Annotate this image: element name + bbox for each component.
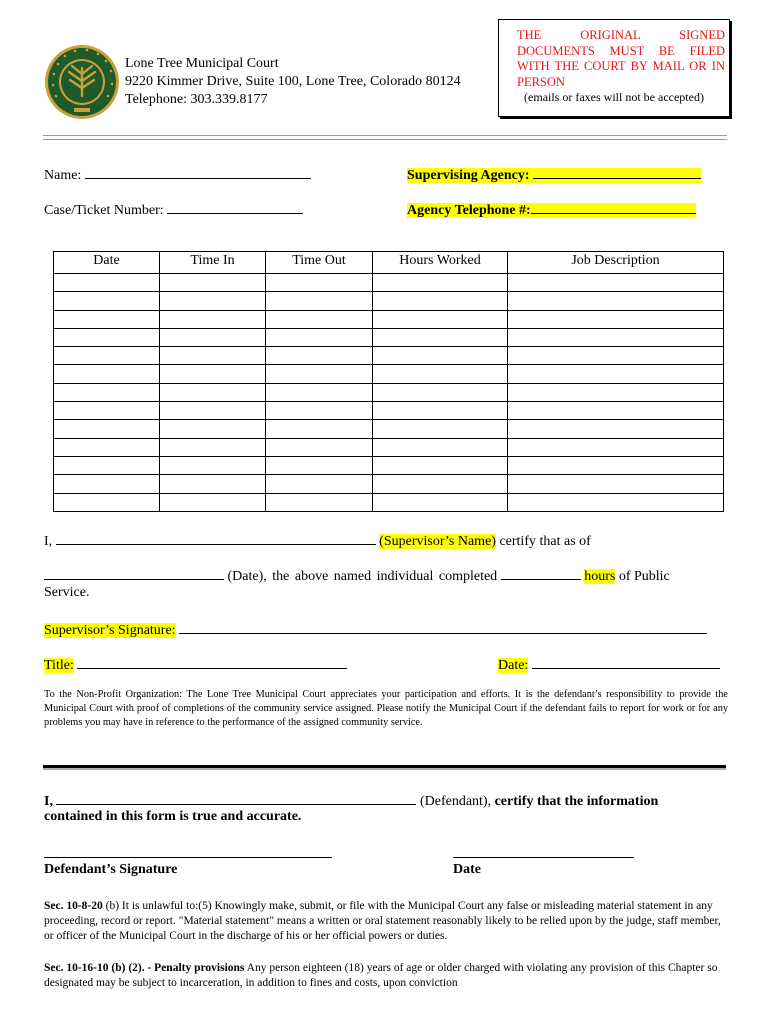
table-cell[interactable] — [373, 456, 508, 474]
table-cell[interactable] — [508, 456, 724, 474]
table-row — [54, 456, 724, 474]
table-cell[interactable] — [160, 310, 266, 328]
table-cell[interactable] — [373, 420, 508, 438]
table-cell[interactable] — [54, 292, 160, 310]
case-ticket-label: Case/Ticket Number: — [44, 203, 164, 218]
table-cell[interactable] — [266, 292, 373, 310]
table-cell[interactable] — [266, 328, 373, 346]
table-cell[interactable] — [54, 402, 160, 420]
table-header-row — [54, 252, 724, 274]
column-header-time-in: Time In — [160, 252, 266, 274]
table-cell[interactable] — [508, 420, 724, 438]
filing-notice-subtext: (emails or faxes will not be accepted) — [524, 90, 704, 104]
table-cell[interactable] — [508, 493, 724, 511]
table-cell[interactable] — [54, 347, 160, 365]
case-ticket-input-line[interactable] — [167, 199, 303, 214]
header-divider — [43, 135, 727, 140]
filing-notice-text: THE ORIGINAL SIGNED DOCUMENTS MUST BE FILED WITH THE COURT BY MAIL OR IN PERSON — [517, 28, 725, 89]
table-cell[interactable] — [266, 438, 373, 456]
table-cell[interactable] — [160, 292, 266, 310]
court-seal-icon — [44, 44, 120, 120]
table-cell[interactable] — [266, 420, 373, 438]
table-cell[interactable] — [266, 365, 373, 383]
table-row — [54, 420, 724, 438]
table-cell[interactable] — [508, 310, 724, 328]
supervising-agency-input-line[interactable] — [533, 164, 701, 179]
supervisor-name-label: (Supervisor’s Name) — [379, 534, 496, 549]
table-cell[interactable] — [54, 383, 160, 401]
table-cell[interactable] — [266, 310, 373, 328]
table-cell[interactable] — [508, 438, 724, 456]
defendant-name-input-line[interactable] — [56, 790, 416, 805]
table-cell[interactable] — [266, 456, 373, 474]
supervisor-signature-field[interactable] — [44, 619, 707, 640]
column-header-hours-worked: Hours Worked — [373, 252, 508, 274]
table-row — [54, 292, 724, 310]
court-name: Lone Tree Municipal Court — [125, 56, 279, 71]
table-cell[interactable] — [508, 274, 724, 292]
table-cell[interactable] — [373, 347, 508, 365]
supervisor-date-label: Date: — [498, 658, 529, 673]
table-row — [54, 347, 724, 365]
title-label: Title: — [44, 658, 74, 673]
table-cell[interactable] — [266, 383, 373, 401]
table-cell[interactable] — [266, 402, 373, 420]
table-cell[interactable] — [508, 365, 724, 383]
column-header-date: Date — [54, 252, 160, 274]
table-cell[interactable] — [508, 402, 724, 420]
hours-input-line[interactable] — [501, 565, 581, 580]
defendant-date-label: Date — [453, 862, 481, 877]
table-cell[interactable] — [266, 347, 373, 365]
table-cell[interactable] — [160, 383, 266, 401]
supervisor-name-input-line[interactable] — [56, 530, 376, 545]
supervisor-signature-input-line[interactable] — [179, 619, 707, 634]
name-input-line[interactable] — [85, 164, 311, 179]
table-row — [54, 328, 724, 346]
defendant-date-line[interactable] — [453, 857, 634, 858]
table-cell[interactable] — [160, 365, 266, 383]
table-row — [54, 493, 724, 511]
title-input-line[interactable] — [77, 654, 347, 669]
section-divider — [43, 765, 726, 768]
defendant-signature-label: Defendant’s Signature — [44, 862, 178, 877]
supervisor-date-input-line[interactable] — [532, 654, 720, 669]
supervisor-signature-label: Supervisor’s Signature: — [44, 623, 176, 638]
table-cell[interactable] — [373, 365, 508, 383]
legal-section-10-16-10: Sec. 10-16-10 (b) (2). - Penalty provisions Any person eighteen (18) years of age or older charged with violating any provision of this Chapter so designated may be subject to incarceration, in addition to fines and costs, upon conviction — [44, 962, 718, 989]
table-cell[interactable] — [54, 475, 160, 493]
supervisor-certify-line: I, (Supervisor’s Name) certify that as of — [44, 530, 591, 551]
table-row — [54, 438, 724, 456]
table-cell[interactable] — [54, 493, 160, 511]
table-cell[interactable] — [54, 328, 160, 346]
table-cell[interactable] — [54, 310, 160, 328]
legal-section-10-8-20: Sec. 10-8-20 (b) It is unlawful to:(5) Knowingly make, submit, or file with the Municipal Court any false or misleading material statement in any proceeding, record or report. "Material statement" means a written or oral statement reasonably likely to be relied upon by the judge, staff member, or officer of the Municipal Court in the discharge of his or her official powers or duties. — [44, 900, 721, 942]
table-row — [54, 475, 724, 493]
defendant-certify-line-2: contained in this form is true and accurate. — [44, 809, 302, 824]
supervising-agency-field[interactable]: Supervising Agency: — [407, 164, 701, 185]
table-cell[interactable] — [508, 383, 724, 401]
table-row — [54, 365, 724, 383]
table-cell[interactable] — [373, 328, 508, 346]
table-cell[interactable] — [160, 438, 266, 456]
column-header-time-out: Time Out — [266, 252, 373, 274]
table-cell[interactable] — [266, 274, 373, 292]
table-row — [54, 274, 724, 292]
table-row — [54, 310, 724, 328]
court-telephone: Telephone: 303.339.8177 — [125, 92, 268, 107]
table-cell[interactable] — [508, 328, 724, 346]
table-cell[interactable] — [160, 328, 266, 346]
table-cell[interactable] — [160, 493, 266, 511]
table-cell[interactable] — [373, 475, 508, 493]
service-log-table — [53, 251, 724, 512]
service-text: Service. — [44, 585, 90, 600]
table-row — [54, 383, 724, 401]
court-address: 9220 Kimmer Drive, Suite 100, Lone Tree, Colorado 80124 — [125, 74, 461, 89]
agency-telephone-input-line[interactable] — [531, 199, 696, 214]
table-cell[interactable] — [373, 402, 508, 420]
column-header-job-description: Job Description — [508, 252, 724, 274]
table-cell[interactable] — [160, 420, 266, 438]
nonprofit-note: To the Non-Profit Organization: The Lone Tree Municipal Court appreciates your participation and efforts. It is the defendant’s responsibility to provide the Municipal Court with proof of completions of the community service assigned. Please notify the Municipal Court if the defendant fails to report for work or for any problems you may have in reference to the performance of the assigned community service. — [44, 689, 728, 728]
name-field[interactable] — [44, 164, 311, 185]
title-field[interactable] — [44, 654, 347, 675]
supervisor-date-field[interactable] — [498, 654, 720, 675]
completion-line: (Date), the above named individual completed hours of Public — [44, 565, 726, 586]
table-cell[interactable] — [266, 493, 373, 511]
table-cell[interactable] — [266, 475, 373, 493]
table-cell[interactable] — [54, 420, 160, 438]
table-cell[interactable] — [54, 456, 160, 474]
defendant-label: (Defendant), — [419, 794, 492, 809]
table-cell[interactable] — [373, 292, 508, 310]
table-cell[interactable] — [54, 438, 160, 456]
table-cell[interactable] — [160, 347, 266, 365]
table-cell[interactable] — [54, 365, 160, 383]
table-row — [54, 402, 724, 420]
table-cell[interactable] — [160, 274, 266, 292]
defendant-certify-line: I, (Defendant), certify that the information — [44, 790, 658, 811]
table-cell[interactable] — [160, 475, 266, 493]
defendant-signature-line[interactable] — [44, 857, 332, 858]
table-cell[interactable] — [54, 274, 160, 292]
table-cell[interactable] — [373, 438, 508, 456]
table-cell[interactable] — [160, 402, 266, 420]
legal-section-title: Sec. 10-8-20 — [44, 900, 103, 912]
table-cell[interactable] — [508, 475, 724, 493]
agency-telephone-field[interactable] — [407, 199, 696, 220]
table-cell[interactable] — [373, 383, 508, 401]
name-label: Name: — [44, 168, 82, 183]
table-cell[interactable] — [508, 347, 724, 365]
legal-section-title: Sec. 10-16-10 (b) (2). - Penalty provisions — [44, 962, 245, 974]
supervising-agency-label: Supervising Agency — [407, 168, 525, 183]
case-ticket-field[interactable] — [44, 199, 303, 220]
table-cell[interactable] — [373, 274, 508, 292]
table-cell[interactable] — [160, 456, 266, 474]
court-info — [125, 55, 461, 109]
agency-telephone-label: Agency Telephone #: — [407, 203, 531, 218]
completion-date-input-line[interactable] — [44, 565, 224, 580]
table-cell[interactable] — [373, 310, 508, 328]
table-cell[interactable] — [508, 292, 724, 310]
hours-label: hours — [584, 569, 616, 584]
table-cell[interactable] — [373, 493, 508, 511]
filing-notice-box — [498, 19, 730, 117]
